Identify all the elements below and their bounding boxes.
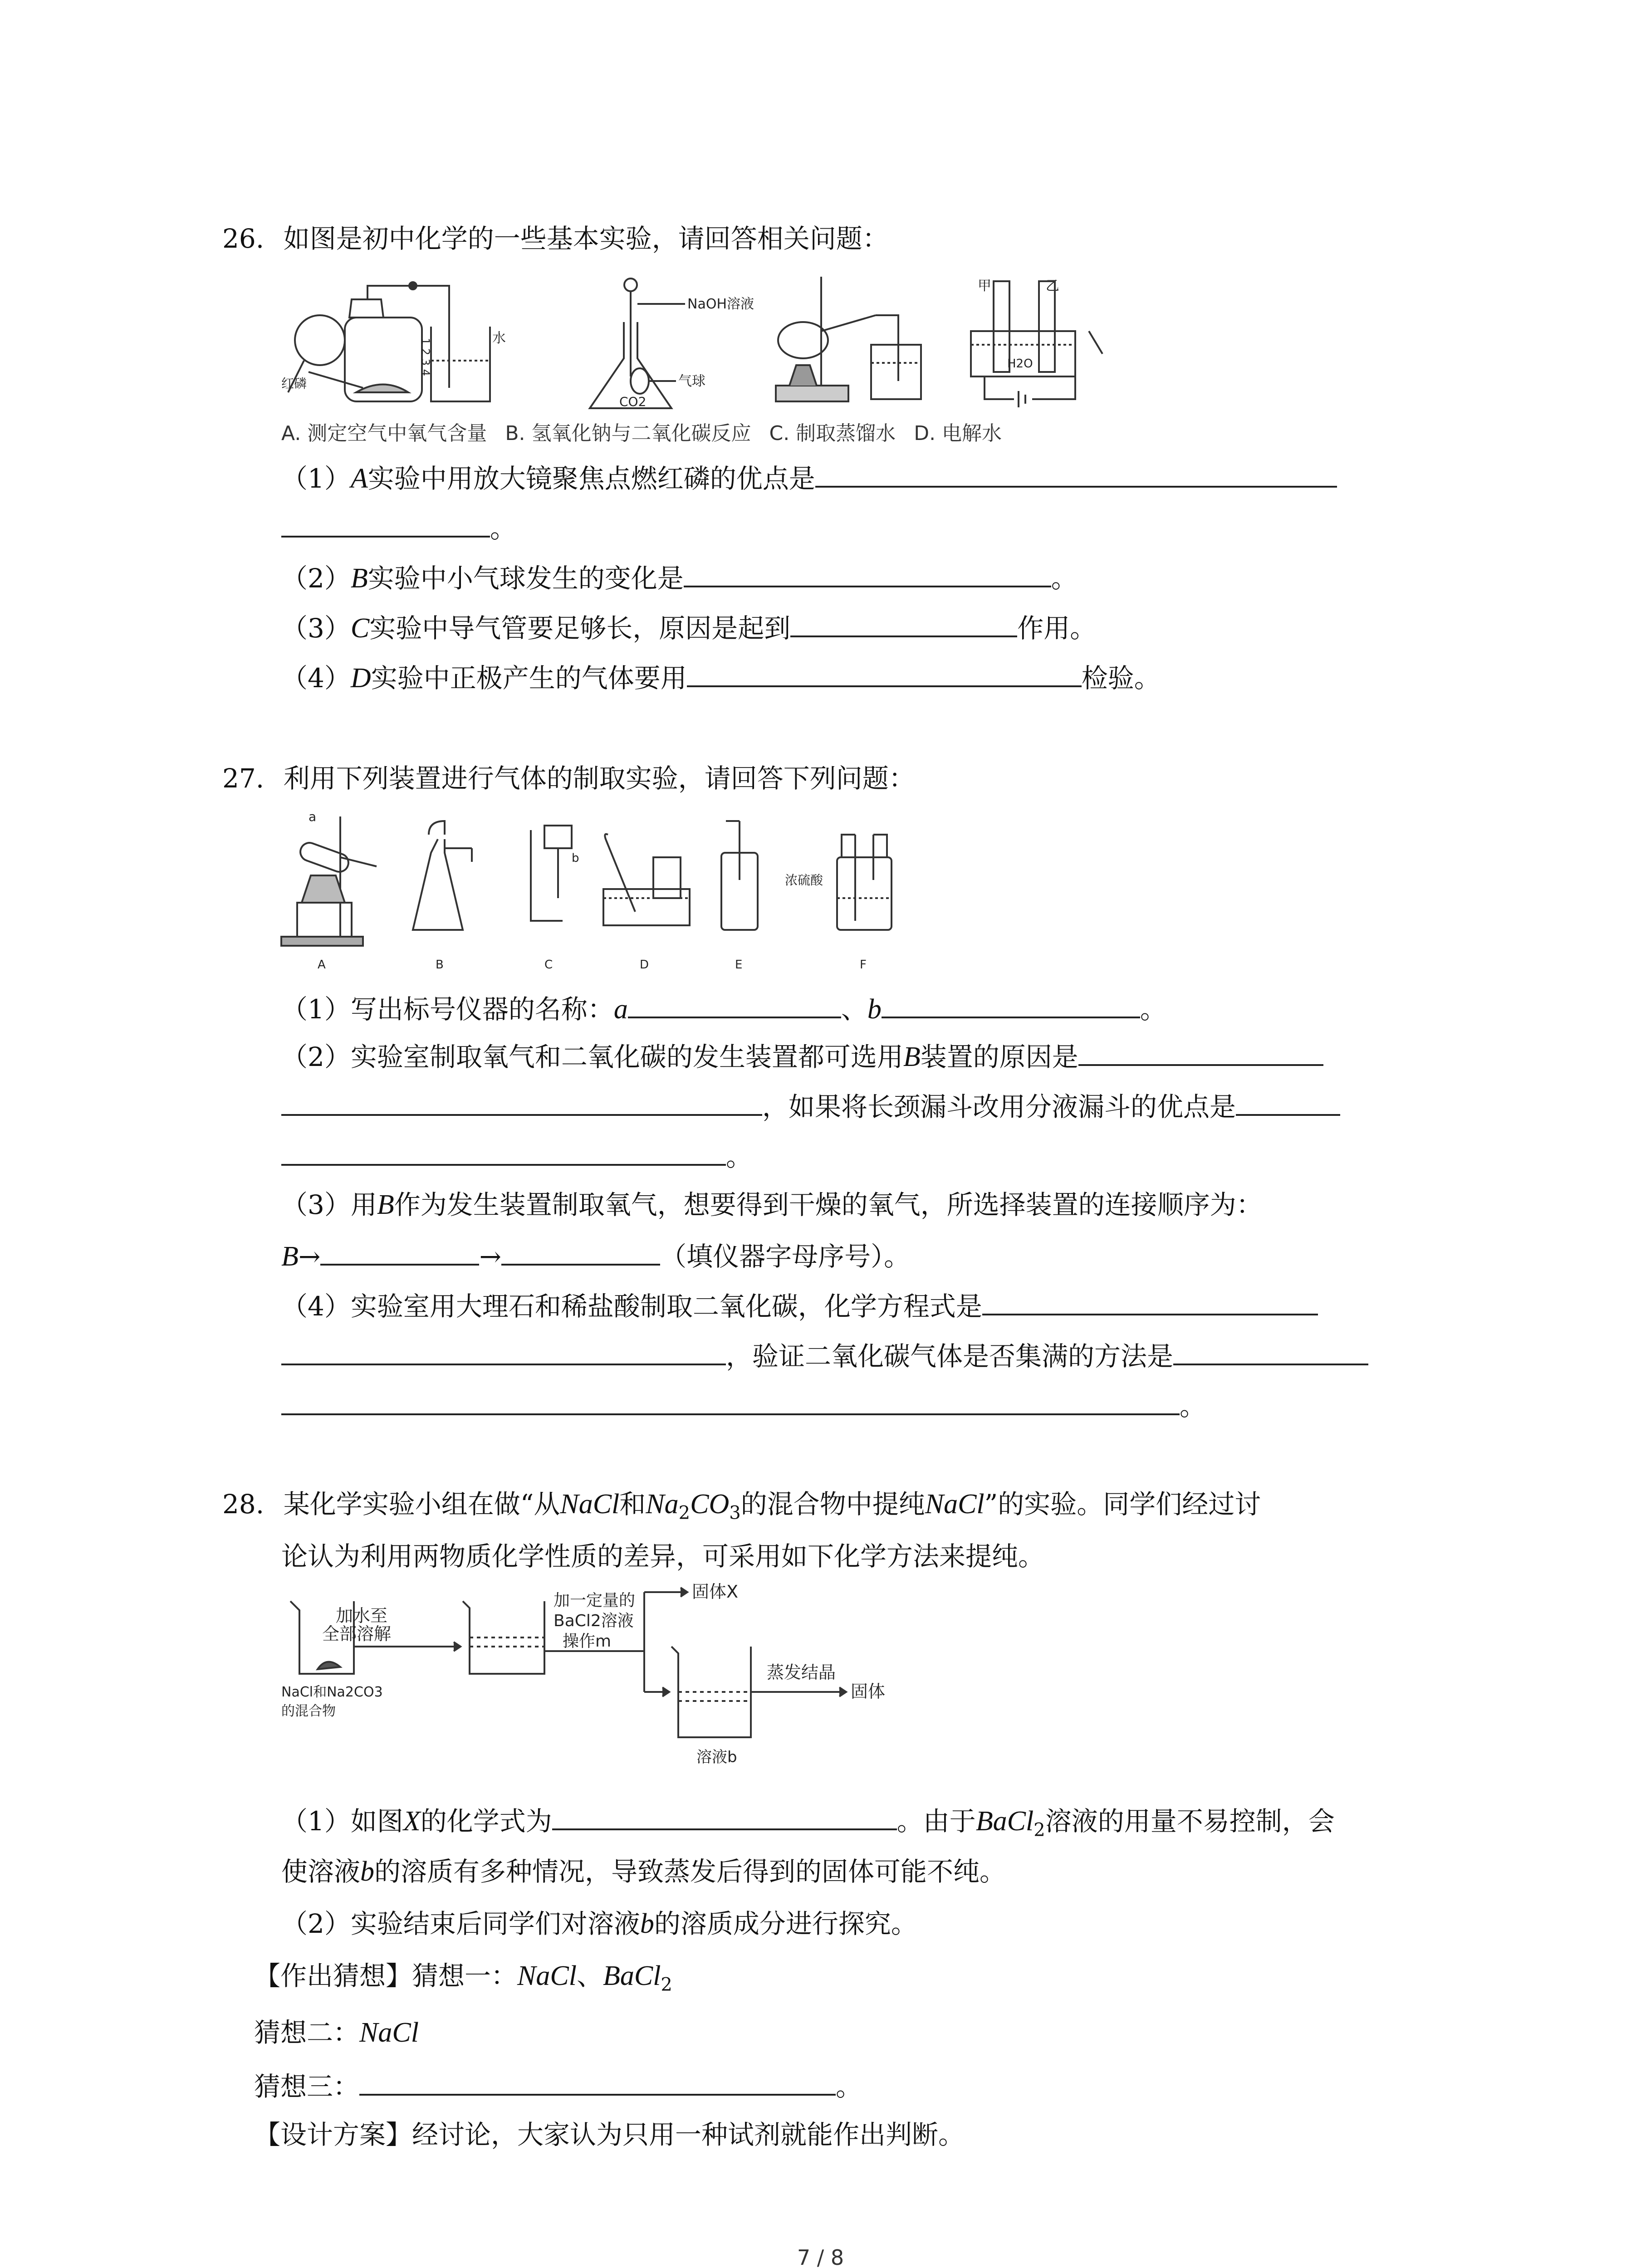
q27-sub1 xyxy=(281,991,1166,1026)
q27-label-C: C xyxy=(544,958,553,972)
q28-step1-a: 加水至 xyxy=(336,1606,388,1626)
q27-label-h2so4: 浓硫酸 xyxy=(785,873,823,888)
q28-solid: 固体 xyxy=(851,1681,886,1701)
q26-label-jia: 甲 xyxy=(978,278,991,294)
q27-sub4-blank-d[interactable] xyxy=(281,1388,1180,1415)
q26-apparatus-b xyxy=(590,279,754,409)
q27-number: 27. xyxy=(222,763,265,794)
q26-stem xyxy=(222,222,889,255)
q26-sub1-cont xyxy=(281,510,516,545)
q27-sub4-mid: ，验证二氧化碳气体是否集满的方法是 xyxy=(726,1341,1174,1372)
q28-sub1-cont-a: 使溶液 xyxy=(281,1856,361,1887)
q28-stem-and: 和 xyxy=(619,1489,646,1520)
q28-sub1-text-b: 的化学式为 xyxy=(420,1806,552,1837)
q27-sub3-cont xyxy=(281,1238,910,1273)
q26-sub4 xyxy=(281,660,1161,694)
q27-apparatus-b xyxy=(413,821,472,930)
q28-sub1-var: X xyxy=(403,1806,421,1837)
q26-sub1 xyxy=(281,460,1337,495)
q27-sub3-var: B xyxy=(377,1189,394,1220)
q27-sub1-var-a: a xyxy=(613,994,628,1025)
q28-sub1-text-d: 溶液的用量不易控制，会 xyxy=(1045,1806,1335,1837)
q26-apparatus-a xyxy=(281,282,506,401)
q28-guess3-label: 猜想三： xyxy=(254,2071,360,2102)
q28-sub1-cont-b: 的溶质有多种情况，导致蒸发后得到的固体可能不纯。 xyxy=(374,1856,1006,1887)
q28-beaker-2 xyxy=(463,1601,544,1674)
q27-sub2-var: B xyxy=(903,1041,921,1072)
q27-sub3-var2: B xyxy=(281,1241,299,1272)
q26-sub2-end: 。 xyxy=(1051,563,1078,594)
q27-label-F: F xyxy=(860,958,867,972)
q28-solid-x: 固体X xyxy=(692,1583,739,1602)
q27-sub4 xyxy=(281,1288,1318,1323)
q27-figure xyxy=(272,807,953,977)
q28-guess1-sub-2: 2 xyxy=(661,1974,672,1995)
q26-sub1-blank-a[interactable] xyxy=(815,460,1337,488)
q26-caption-d: D. 电解水 xyxy=(914,422,1002,445)
q28-guess1-sep: 、 xyxy=(576,1960,603,1991)
q26-sub3-end: 作用。 xyxy=(1017,613,1097,644)
q28-formula-na: Na xyxy=(646,1489,679,1520)
q28-stem-a: 某化学实验小组在做“从 xyxy=(283,1489,560,1520)
q26-caption-b: B. 氢氧化钠与二氧化碳反应 xyxy=(505,422,751,445)
q27-sub2-cont2 xyxy=(281,1139,752,1173)
q26-sub1-end: 。 xyxy=(490,513,517,544)
q26-label-co2: CO2 xyxy=(619,394,647,409)
q26-label-yi: 乙 xyxy=(1046,278,1059,294)
q26-sub4-text: 实验中正极产生的气体要用 xyxy=(371,663,687,694)
q27-stem-text: 利用下列装置进行气体的制取实验，请回答下列问题： xyxy=(283,763,915,794)
q28-stem-line1 xyxy=(222,1488,1261,1530)
q26-label-scale: 1 2 3 4 xyxy=(419,338,432,376)
q28-step2 xyxy=(554,1591,635,1651)
q27-sub1-blank-a[interactable] xyxy=(628,991,841,1018)
q28-sub1-text-c: 。由于 xyxy=(896,1806,976,1837)
q27-apparatus-f xyxy=(785,835,892,930)
q28-formula-nacl-2: NaCl xyxy=(925,1489,985,1520)
q28-stem-2: 论认为利用两物质化学性质的差异，可采用如下化学方法来提纯。 xyxy=(281,1541,1045,1572)
q28-design-text: 【设计方案】经讨论，大家认为只用一种试剂就能作出判断。 xyxy=(254,2119,965,2150)
q28-mixture-label xyxy=(281,1684,383,1719)
q26-sub4-blank[interactable] xyxy=(687,660,1082,687)
q26-sub2 xyxy=(281,560,1078,595)
q27-sub1-sep: 、 xyxy=(841,994,867,1025)
q26-label-h2o: H2O xyxy=(1007,357,1033,371)
q28-stem-line2 xyxy=(281,1540,1044,1573)
q27-sub4-cont xyxy=(281,1338,1368,1373)
q26-label-hongli: 红磷 xyxy=(281,376,307,391)
q26-sub1-var: A xyxy=(350,463,368,494)
q28-sub1 xyxy=(281,1803,1335,1847)
q28-guess1 xyxy=(254,1960,672,2001)
q26-captions xyxy=(281,417,1002,450)
q27-sub2-cont xyxy=(281,1089,1340,1123)
q28-sub1-var-b: b xyxy=(360,1856,375,1887)
q28-step1 xyxy=(322,1606,391,1644)
q28-solution-b: 溶液b xyxy=(696,1748,737,1766)
q26-apparatus-d xyxy=(971,278,1102,407)
q26-sub3 xyxy=(281,610,1096,645)
q28-guess2 xyxy=(254,2016,419,2049)
q28-beaker-3 xyxy=(671,1647,751,1737)
q26-caption-a: A. 测定空气中氧气含量 xyxy=(281,422,487,445)
q27-stem xyxy=(222,762,915,795)
q27-sub3-text: （3）用 xyxy=(281,1189,377,1220)
q27-apparatus-d xyxy=(603,834,690,925)
q27-sub3-arrow-a: → xyxy=(298,1241,321,1272)
q27-sub2-blank-b[interactable] xyxy=(281,1089,762,1116)
q28-step2-c: 操作m xyxy=(563,1632,612,1651)
q26-number: 26. xyxy=(222,223,265,254)
q27-label-B: B xyxy=(436,958,444,972)
q28-sub2-var-b: b xyxy=(640,1908,654,1939)
q26-sub1-blank-b[interactable] xyxy=(281,510,490,538)
q27-sub4-end: 。 xyxy=(1180,1391,1206,1422)
q26-sub1-num: （1） xyxy=(281,463,351,494)
q26-sub4-end: 检验。 xyxy=(1081,663,1161,694)
q26-sub3-var: C xyxy=(350,613,370,644)
q27-sub1-var-b: b xyxy=(867,994,882,1025)
q27-sub1-text: （1）写出标号仪器的名称： xyxy=(281,994,614,1025)
q28-sub-2: 2 xyxy=(678,1502,691,1524)
q28-step2-a: 加一定量的 xyxy=(554,1591,636,1610)
q28-mixture-2: 的混合物 xyxy=(281,1703,336,1719)
q27-sub2-text: （2）实验室制取氧气和二氧化碳的发生装置都可选用 xyxy=(281,1041,903,1072)
q28-sub2 xyxy=(281,1907,917,1940)
q27-sub4-blank-c[interactable] xyxy=(1173,1338,1368,1365)
q27-apparatus-c xyxy=(531,826,579,921)
q27-sub1-end: 。 xyxy=(1140,994,1166,1025)
q26-sub3-blank[interactable] xyxy=(790,610,1017,637)
q26-sub4-num: （4） xyxy=(281,663,351,694)
page-number: 7 / 8 xyxy=(797,2245,844,2268)
q26-sub3-num: （3） xyxy=(281,613,351,644)
q26-label-balloon: 气球 xyxy=(678,373,705,389)
q26-apparatus-c xyxy=(776,277,921,401)
q26-sub4-var: D xyxy=(350,663,371,694)
q28-step2-b: BaCl2溶液 xyxy=(554,1612,634,1630)
q28-guess1-label: 【作出猜想】猜想一： xyxy=(254,1960,518,1991)
q28-sub1-text: （1）如图 xyxy=(281,1806,403,1837)
q28-sub1-blank[interactable] xyxy=(552,1803,897,1830)
q28-guess3-end: 。 xyxy=(836,2071,862,2102)
q26-sub2-blank[interactable] xyxy=(684,560,1051,587)
q28-mixture-1: NaCl和Na2CO3 xyxy=(281,1684,383,1700)
q27-sub2-end: 。 xyxy=(726,1141,753,1172)
q28-stem-b: 的混合物中提纯 xyxy=(740,1489,925,1520)
q28-sub1-sub-2: 2 xyxy=(1034,1819,1045,1841)
q27-sub3-blank-a[interactable] xyxy=(320,1238,479,1266)
q28-guess2-label: 猜想二： xyxy=(254,2017,360,2048)
q27-sub2-blank-a[interactable] xyxy=(1078,1039,1323,1066)
q28-evap: 蒸发结晶 xyxy=(767,1662,836,1682)
q28-number: 28. xyxy=(222,1489,265,1520)
q26-sub2-var: B xyxy=(350,563,368,594)
q27-apparatus-a xyxy=(281,809,377,946)
q27-sub4-blank-a[interactable] xyxy=(982,1288,1318,1315)
q28-guess1-nacl: NaCl xyxy=(517,1960,577,1991)
q27-sub3-text-b: 作为发生装置制取氧气，想要得到干燥的氧气，所选择装置的连接顺序为： xyxy=(394,1189,1263,1220)
q27-sub4-cont2 xyxy=(281,1388,1206,1422)
q28-step1-b: 全部溶解 xyxy=(322,1624,392,1644)
q27-sub2-blank-c[interactable] xyxy=(1236,1089,1340,1116)
q26-label-naoh: NaOH溶液 xyxy=(687,296,754,312)
q28-formula-co: CO xyxy=(690,1489,730,1520)
q28-guess3 xyxy=(254,2068,862,2103)
q27-label-a: a xyxy=(309,809,317,824)
q28-formula-bacl: BaCl xyxy=(975,1806,1034,1837)
q27-label-b: b xyxy=(572,851,579,865)
q27-sub4-blank-b[interactable] xyxy=(281,1338,726,1365)
q27-sub3-end: （填仪器字母序号）。 xyxy=(660,1241,911,1272)
q28-flow-diagram xyxy=(281,1583,1007,1780)
q26-caption-c: C. 制取蒸馏水 xyxy=(769,422,896,445)
q27-sub2-mid: ，如果将长颈漏斗改用分液漏斗的优点是 xyxy=(762,1091,1236,1122)
q26-stem-text: 如图是初中化学的一些基本实验，请回答相关问题： xyxy=(283,223,889,254)
q26-sub2-text: 实验中小气球发生的变化是 xyxy=(367,563,684,594)
q27-sub1-blank-b[interactable] xyxy=(882,991,1140,1018)
q28-guess2-nacl: NaCl xyxy=(359,2017,419,2048)
q28-sub2-b: 的溶质成分进行探究。 xyxy=(654,1908,917,1939)
q27-sub3 xyxy=(281,1188,1263,1221)
q27-label-A: A xyxy=(318,958,326,972)
q27-label-E: E xyxy=(735,958,743,972)
q27-apparatus-letters xyxy=(318,958,867,972)
q26-sub2-num: （2） xyxy=(281,563,351,594)
q28-design xyxy=(254,2118,965,2151)
q28-guess1-bacl: BaCl xyxy=(603,1960,661,1991)
q28-formula-nacl: NaCl xyxy=(560,1489,620,1520)
q27-sub4-text: （4）实验室用大理石和稀盐酸制取二氧化碳，化学方程式是 xyxy=(281,1291,982,1322)
q27-sub2-blank-d[interactable] xyxy=(281,1139,726,1166)
q27-sub3-blank-b[interactable] xyxy=(501,1238,660,1266)
q27-sub2 xyxy=(281,1039,1323,1073)
q26-sub3-text: 实验中导气管要足够长，原因是起到 xyxy=(369,613,791,644)
q26-label-water: 水 xyxy=(492,330,506,346)
q28-stem-c: ”的实验。同学们经过讨 xyxy=(984,1489,1261,1520)
q28-sub1-cont xyxy=(281,1855,1006,1888)
q27-label-D: D xyxy=(640,958,649,972)
q27-sub3-arrow-b: → xyxy=(479,1241,502,1272)
q28-guess3-blank[interactable] xyxy=(359,2068,836,2096)
q27-apparatus-e xyxy=(721,821,758,930)
q28-sub2-a: （2）实验结束后同学们对溶液 xyxy=(281,1908,640,1939)
q28-sub-3: 3 xyxy=(729,1502,741,1524)
q26-sub1-text: 实验中用放大镜聚焦点燃红磷的优点是 xyxy=(367,463,815,494)
q27-sub2-text-b: 装置的原因是 xyxy=(920,1041,1078,1072)
